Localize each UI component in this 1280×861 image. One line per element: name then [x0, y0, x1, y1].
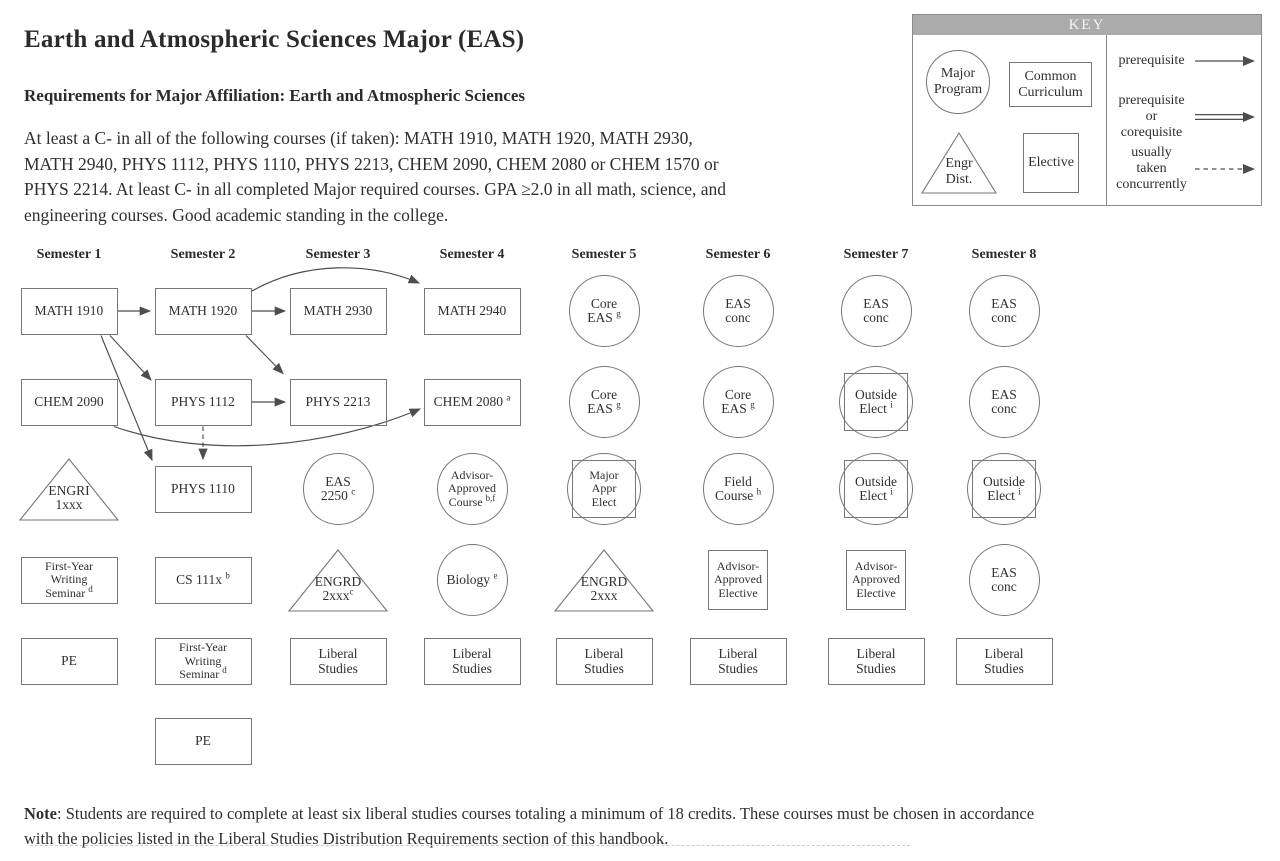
semester-header-7: Semester 7 — [843, 247, 909, 262]
course-node-chem2090 — [21, 379, 118, 426]
requirements-line: engineering courses. Good academic standing in the college. — [24, 204, 449, 225]
course-node-fws_s1 — [21, 557, 118, 604]
course-label: Liberal Studies — [984, 646, 1024, 676]
requirements-line: At least a C- in all of the following courses (if taken): MATH 1910, MATH 1920, MATH 2930, — [24, 128, 693, 148]
key-title: KEY — [913, 15, 1261, 35]
course-node-libstud_s4 — [424, 638, 521, 685]
course-label: MATH 1920 — [168, 302, 238, 318]
course-node-engri1xxx — [19, 458, 119, 521]
semester-header-6: Semester 6 — [705, 247, 771, 262]
course-node-core_eas_s5b — [569, 366, 640, 438]
course-node-libstud_s7 — [828, 638, 925, 685]
course-label: CHEM 2090 — [34, 393, 104, 409]
course-label: Core EAS $^g$ — [721, 386, 755, 416]
course-node-core_eas_s6 — [703, 366, 774, 438]
course-node-adv_elective_s7 — [846, 550, 906, 610]
course-node-math1920 — [155, 288, 252, 335]
double-arrow-icon — [1193, 109, 1257, 125]
course-node-adv_elective_s6 — [708, 550, 768, 610]
key-arrow-label: prerequisite — [1118, 53, 1185, 68]
course-label: CHEM 2080 $^a$ — [433, 392, 511, 409]
course-node-libstud_s5 — [556, 638, 653, 685]
course-node-phys1112 — [155, 379, 252, 426]
course-node-eas_conc_s8a — [969, 275, 1040, 347]
course-node-math1910 — [21, 288, 118, 335]
key-panel — [912, 14, 1262, 206]
course-node-outside_elect_s8 — [967, 453, 1041, 525]
key-arrow-row-solid — [1110, 45, 1257, 77]
semester-header-2: Semester 2 — [170, 247, 236, 262]
course-node-advisor_course — [437, 453, 508, 525]
course-label: MATH 2930 — [303, 302, 373, 318]
course-label: EAS conc — [991, 295, 1017, 325]
key-shape-triangle — [921, 132, 997, 194]
course-label: Advisor- Approved Elective — [714, 558, 762, 600]
course-label: PHYS 1110 — [171, 480, 235, 496]
requirements-line: MATH 2940, PHYS 1112, PHYS 1110, PHYS 2213, CHEM 2090, CHEM 2080 or CHEM 1570 or — [24, 153, 719, 174]
course-node-phys1110 — [155, 466, 252, 513]
course-label: EAS conc — [863, 295, 889, 325]
course-node-pe_s1 — [21, 638, 118, 685]
course-label: MATH 2940 — [437, 302, 507, 318]
course-label: Major Appr Elect — [589, 467, 619, 509]
key-shape-label: Elective — [1028, 155, 1074, 170]
page-bottom-rule — [30, 845, 910, 846]
requirements-paragraph — [24, 126, 924, 228]
course-label: ENGRD 2xxx — [580, 573, 628, 603]
course-node-chem2080 — [424, 379, 521, 426]
course-node-cs111x — [155, 557, 252, 604]
course-label: ENGRD 2xxx$^c$ — [314, 573, 362, 603]
note-text: : Students are required to complete at least six liberal studies courses totaling a minimum of 18 credits. These courses must be chosen in accordance — [56, 804, 1035, 823]
note-label: Note — [24, 804, 57, 823]
course-label: Liberal Studies — [584, 646, 624, 676]
course-node-outside_elect_s7b — [839, 453, 913, 525]
course-label: Outside Elect $^i$ — [983, 473, 1025, 503]
key-body — [913, 35, 1261, 205]
course-node-libstud_s3 — [290, 638, 387, 685]
semester-header-8: Semester 8 — [971, 247, 1037, 262]
key-arrow-row-double — [1110, 91, 1257, 143]
note-line — [24, 801, 1224, 826]
requirements-heading: Requirements for Major Affiliation: Earth and Atmospheric Sciences — [24, 86, 525, 105]
key-shape-circle — [926, 50, 990, 114]
course-node-outside_elect_s7a — [839, 366, 913, 438]
course-node-eas_conc_s8c — [969, 544, 1040, 616]
course-label: Liberal Studies — [318, 646, 358, 676]
course-label: Field Course $^h$ — [714, 473, 762, 503]
course-node-eas_conc_s7 — [841, 275, 912, 347]
course-label: ENGRI 1xxx — [48, 482, 90, 512]
note — [24, 801, 1224, 851]
edge-math1910-to-phys1112 — [110, 336, 151, 381]
dashed-arrow-icon — [1193, 161, 1257, 177]
course-node-math2940 — [424, 288, 521, 335]
key-shape-label: Major Program — [933, 66, 983, 97]
course-label: EAS conc — [991, 564, 1017, 594]
key-arrow-label: prerequisite or corequisite — [1118, 93, 1185, 140]
course-node-major_appr_elect — [567, 453, 641, 525]
semester-header-5: Semester 5 — [571, 247, 637, 262]
key-shape-rect — [1009, 62, 1092, 107]
course-node-core_eas_s5a — [569, 275, 640, 347]
course-node-engrd2xxx_s5 — [554, 549, 654, 612]
course-label: MATH 1910 — [34, 302, 104, 318]
course-node-engrd2xxx_s3 — [288, 549, 388, 612]
course-label: Biology $^e$ — [446, 570, 498, 587]
course-node-math2930 — [290, 288, 387, 335]
course-node-pe_s2 — [155, 718, 252, 765]
key-shape-label: Common Curriculum — [1018, 68, 1083, 100]
course-label: Outside Elect $^i$ — [855, 473, 897, 503]
course-label: PHYS 1112 — [171, 393, 235, 409]
semester-header-1: Semester 1 — [36, 247, 102, 262]
course-label: Advisor- Approved Course $^{b,f}$ — [448, 467, 496, 509]
page-title: Earth and Atmospheric Sciences Major (EAS) — [24, 26, 525, 53]
course-node-field_course — [703, 453, 774, 525]
course-label: EAS 2250 $^c$ — [320, 473, 356, 503]
key-arrow-row-dashed — [1110, 141, 1257, 197]
course-label: EAS conc — [725, 295, 751, 325]
course-label: Liberal Studies — [452, 646, 492, 676]
course-node-eas_conc_s8b — [969, 366, 1040, 438]
course-label: Core EAS $^g$ — [587, 386, 621, 416]
requirements-line: PHYS 2214. At least C- in all completed Major required courses. GPA ≥2.0 in all math, science, and — [24, 179, 727, 199]
course-label: PHYS 2213 — [305, 393, 371, 409]
solid-arrow-icon — [1193, 53, 1257, 69]
course-node-eas2250 — [303, 453, 374, 525]
course-label: Liberal Studies — [856, 646, 896, 676]
key-shape-label: Engr Dist. — [945, 156, 973, 187]
course-node-libstud_s8 — [956, 638, 1053, 685]
course-node-biology — [437, 544, 508, 616]
key-shape-legend — [913, 35, 1107, 205]
key-arrow-legend — [1106, 35, 1261, 205]
course-label: Core EAS $^g$ — [587, 295, 621, 325]
course-label: PE — [195, 733, 211, 749]
course-label: First-Year Writing Seminar $^d$ — [178, 640, 228, 682]
course-label: EAS conc — [991, 386, 1017, 416]
edge-math1920-to-phys2213 — [246, 336, 283, 374]
course-label: Outside Elect $^i$ — [855, 386, 897, 416]
semester-header-3: Semester 3 — [305, 247, 371, 262]
course-label: Liberal Studies — [718, 646, 758, 676]
course-label: PE — [61, 653, 77, 669]
course-label: First-Year Writing Seminar $^d$ — [44, 558, 94, 600]
course-label: Advisor- Approved Elective — [852, 558, 900, 600]
course-node-libstud_s6 — [690, 638, 787, 685]
course-label: CS 111x $^b$ — [176, 570, 230, 587]
semester-header-4: Semester 4 — [439, 247, 505, 262]
course-node-phys2213 — [290, 379, 387, 426]
key-shape-square — [1023, 133, 1079, 193]
note-line: with the policies listed in the Liberal Studies Distribution Requirements section of this handbook. — [24, 829, 669, 848]
key-arrow-label: usually taken concurrently — [1116, 145, 1187, 192]
course-node-eas_conc_s6 — [703, 275, 774, 347]
course-node-fws_s2 — [155, 638, 252, 685]
